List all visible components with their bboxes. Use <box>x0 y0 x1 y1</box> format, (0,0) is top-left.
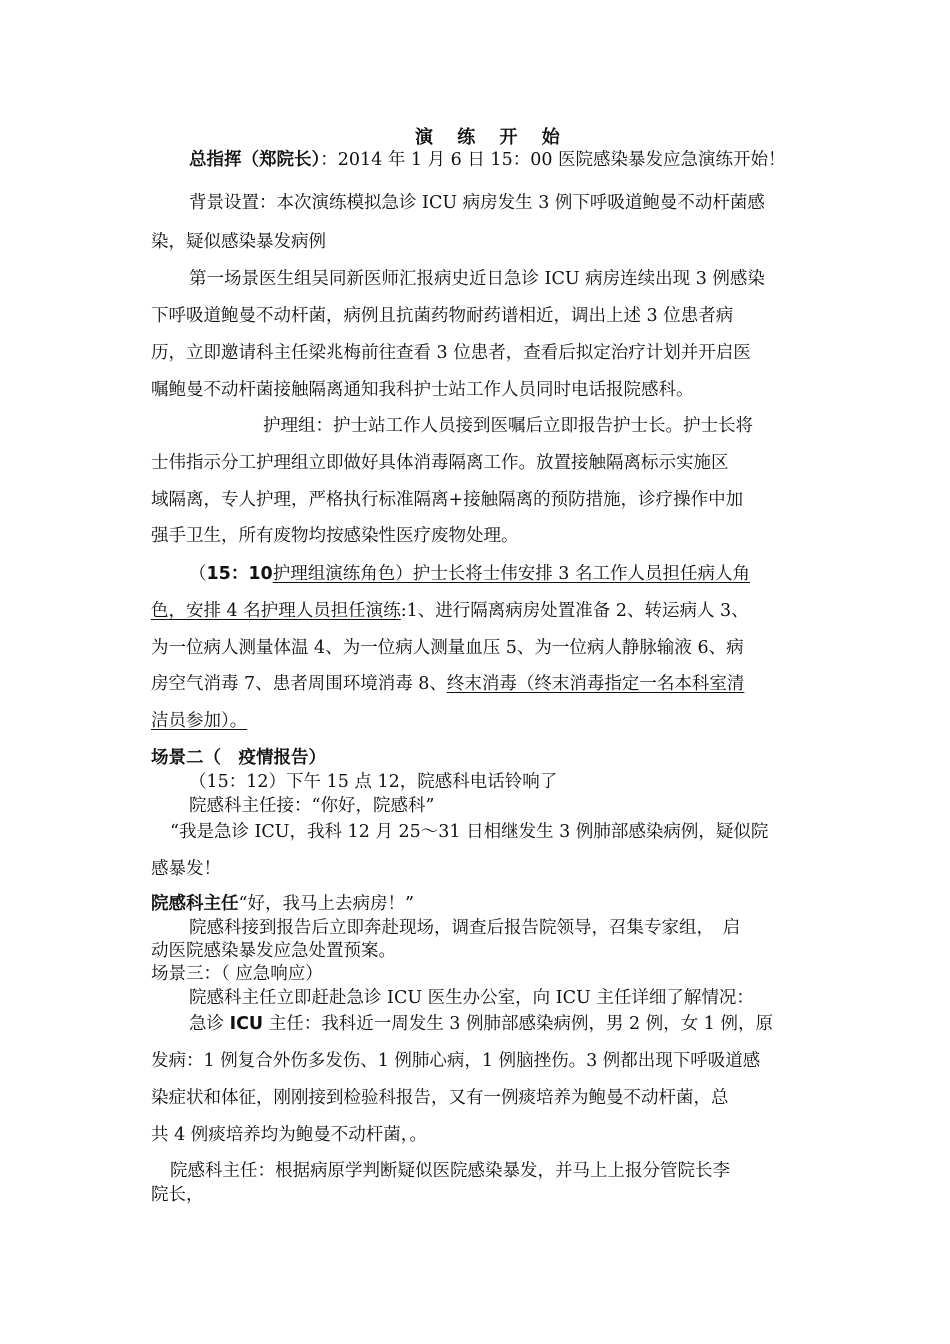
scene3-icu-label-a: 急诊 <box>189 1014 230 1034</box>
document-title: 演 练 开 始 <box>415 127 569 148</box>
scene3-arrive: 院感科主任立即赶赴急诊 ICU 医生办公室，向 ICU 主任详细了解情况： <box>189 988 754 1008</box>
drill-steps-cont: 房空气消毒 7、患者周围环境消毒 8、 <box>151 674 447 694</box>
scene2-answer: 院感科主任接：“你好，院感科” <box>189 796 435 816</box>
scene2-report-2: 感暴发！ <box>151 859 221 879</box>
scene1-line-3: 历，立即邀请科主任梁兆梅前往查看 3 位患者，查看后拟定治疗计划并开启医 <box>151 343 751 363</box>
nursing-line-1: 护理组：护士站工作人员接到医嘱后立即报告护士长。护士长将 <box>263 416 753 436</box>
drill-open-paren: （ <box>189 564 207 584</box>
nursing-line-2: 士伟指示分工护理组立即做好具体消毒隔离工作。放置接触隔离标示实施区 <box>151 453 729 473</box>
commander-line <box>189 149 786 171</box>
scene3-icu-more-1: 发病：1 例复合外伤多发伤、1 例肺心病，1 例脑挫伤。3 例都出现下呼吸道感 <box>151 1051 761 1071</box>
background-line-2: 染，疑似感染暴发病例 <box>151 232 326 252</box>
drill-line-1 <box>189 563 750 585</box>
scene1-line-4: 嘱鲍曼不动杆菌接触隔离通知我科护士站工作人员同时电话报院感科。 <box>151 380 694 400</box>
drill-terminal-disinfection: 终末消毒（终末消毒指定一名本科室清 <box>446 674 745 694</box>
drill-steps-text: :1、进行隔离病房处置准备 2、转运病人 3、 <box>400 601 749 621</box>
scene2-reply-text: “好，我马上去病房！” <box>238 894 414 914</box>
scene2-time: （15：12）下午 15 点 12，院感科电话铃响了 <box>189 772 558 792</box>
drill-line-4 <box>151 673 744 695</box>
scene3-heading: 场景三：（ 应急响应） <box>151 964 323 984</box>
drill-assign-text: 色，安排 4 名护理人员担任演练 <box>151 601 401 621</box>
scene2-reply <box>151 893 414 915</box>
scene3-icu-text: 主任：我科近一周发生 3 例肺部感染病例，男 2 例，女 1 例，原 <box>263 1014 773 1034</box>
nursing-line-4: 强手卫生，所有废物均按感染性医疗废物处理。 <box>151 526 519 546</box>
drill-role-text: 护理组演练角色）护士长将士伟安排 3 名工作人员担任病人角 <box>272 564 750 584</box>
background-line-1: 背景设置：本次演练模拟急诊 ICU 病房发生 3 例下呼吸道鲍曼不动杆菌感 <box>189 193 765 213</box>
scene2-action-1: 院感科接到报告后立即奔赴现场，调查后报告院领导，召集专家组， 启 <box>189 918 741 938</box>
drill-line-2 <box>151 600 749 622</box>
scene2-heading: 场景二（ 疫情报告） <box>151 748 326 768</box>
nursing-line-3: 域隔离，专人护理，严格执行标准隔离+接触隔离的预防措施，诊疗操作中加 <box>151 490 744 510</box>
scene2-reply-label: 院感科主任 <box>151 894 239 914</box>
scene3-director-1: 院感科主任：根据病原学判断疑似医院感染暴发，并马上上报分管院长李 <box>170 1161 730 1181</box>
drill-time: 15：10 <box>206 564 273 584</box>
scene3-director-2: 院长， <box>151 1185 204 1205</box>
scene2-action-2: 动医院感染暴发应急处置预案。 <box>151 941 396 961</box>
drill-line-3: 为一位病人测量体温 4、为一位病人测量血压 5、为一位病人静脉输液 6、病 <box>151 638 744 658</box>
scene2-report-1: “我是急诊 ICU，我科 12 月 25～31 日相继发生 3 例肺部感染病例，疑似院 <box>170 822 769 842</box>
drill-line-5: 洁员参加）。 <box>151 711 248 731</box>
scene3-icu-label-b: ICU <box>229 1014 264 1034</box>
scene1-line-1: 第一场景医生组吴同新医师汇报病史近日急诊 ICU 病房连续出现 3 例感染 <box>189 269 765 289</box>
commander-label: 总指挥（郑院长） <box>189 150 321 170</box>
commander-text: ：2014 年 1 月 6 日 15：00 医院感染暴发应急演练开始！ <box>320 150 786 170</box>
scene1-line-2: 下呼吸道鲍曼不动杆菌，病例且抗菌药物耐药谱相近，调出上述 3 位患者病 <box>151 306 734 326</box>
scene3-icu-more-2: 染症状和体征，刚刚接到检验科报告，又有一例痰培养为鲍曼不动杆菌，总 <box>151 1088 729 1108</box>
scene3-icu-line <box>189 1013 773 1035</box>
scene3-icu-more-3: 共 4 例痰培养均为鲍曼不动杆菌，。 <box>151 1125 428 1145</box>
